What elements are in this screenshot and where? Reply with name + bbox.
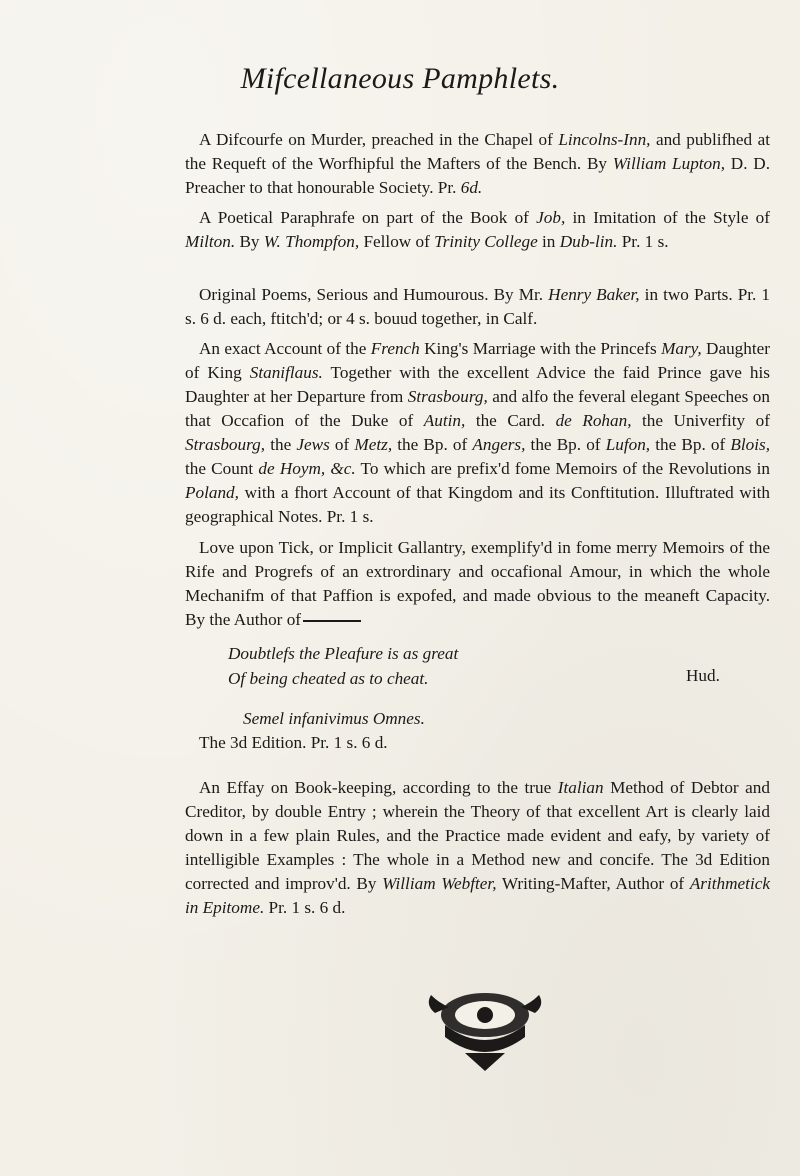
catalogue-entry-french-marriage <box>185 337 770 529</box>
italic-term: Jews <box>296 435 330 454</box>
college-name: Trinity College <box>434 232 538 251</box>
entry-text: in two Parts. Pr. 1 s. 6 d. each, ftitch'd; or 4 s. bouud together, in Calf. <box>185 285 770 328</box>
italic-term: Strasbourg, <box>185 435 266 454</box>
italic-term: Italian <box>557 778 604 797</box>
catalogue-entry-original-poems <box>185 283 770 331</box>
italic-term: Angers, <box>472 435 526 454</box>
entry-text: An Effay on Book-keeping, according to the true <box>199 778 558 797</box>
entry-text: the Univerfity of <box>631 411 770 430</box>
entry-text: in <box>537 232 560 251</box>
entry-text: and alfo the feveral elegant Speeches on that Occafion of the Duke of <box>185 387 770 430</box>
author-name: W. Thompfon, <box>263 232 360 251</box>
verse-line-2: Of being cheated as to cheat. <box>228 669 429 688</box>
verse-line-1: Doubtlefs the Pleafure is as great <box>228 644 459 663</box>
author-name: Henry Baker, <box>548 285 640 304</box>
entry-text: King's Marriage with the Princefs <box>419 339 662 358</box>
catalogue-entry-murder-discourse <box>185 128 770 200</box>
italic-term: Strasbourg, <box>407 387 488 406</box>
catalogue-entry-love-upon-tick <box>185 536 770 632</box>
italic-term: Metz, <box>354 435 393 454</box>
price: Pr. 1 s. 6 d. <box>264 898 346 917</box>
book-name: Job, <box>536 208 566 227</box>
entry-text: the Bp. of <box>525 435 606 454</box>
author-name: William Lupton, <box>612 154 726 173</box>
catalogue-entry-job-paraphrase <box>185 206 770 254</box>
entry-text: A Difcourfe on Murder, preached in the Chapel of <box>199 130 559 149</box>
entry-text: By <box>235 232 264 251</box>
entry-text: of <box>329 435 355 454</box>
entry-text: Daughter of King <box>185 339 770 382</box>
entry-text: the Card. <box>465 411 556 430</box>
edition-price: The 3d Edition. Pr. 1 s. 6 d. <box>199 733 388 752</box>
page-heading: Mifcellaneous Pamphlets. <box>240 62 560 95</box>
entry-text: A Poetical Paraphrafe on part of the Book of <box>199 208 537 227</box>
entry-text: the Count <box>185 459 259 478</box>
italic-term: Staniflaus. <box>249 363 323 382</box>
entry-text: Together with the excellent Advice the faid Prince gave his Daughter at her Departure from <box>185 363 770 406</box>
entry-text: with a fhort Account of that Kingdom and its Conftitution. Illuftrated with geographical Notes. Pr. 1 s. <box>185 483 770 526</box>
entry-text: Fellow of <box>359 232 435 251</box>
place-name: Lincolns-Inn, <box>558 130 651 149</box>
price: Pr. 1 s. <box>617 232 669 251</box>
entry-text: Method of Debtor and Creditor, by double Entry ; wherein the Theory of that excellent Art is clearly laid down in a few plain Rules, and the Practice made evident and eafy, by variety of intelligible Examples : The whole in a Method new and concife. The 3d Edition corrected and improv'd. By <box>185 778 770 893</box>
entry-text: D. D. Preacher to that honourable Society. Pr. <box>185 154 770 197</box>
entry-text: the Bp. of <box>650 435 731 454</box>
italic-term: de Hoym, &c. <box>258 459 356 478</box>
italic-term: Autin, <box>423 411 466 430</box>
italic-term: Blois, <box>730 435 771 454</box>
entry-text: and publifhed at the Requeft of the Worfhipful the Mafters of the Bench. By <box>185 130 771 173</box>
entry-text: in Imitation of the Style of <box>565 208 771 227</box>
entry-text: Original Poems, Serious and Humourous. By Mr. <box>199 285 549 304</box>
author-name: William Webfter, <box>382 874 497 893</box>
verse-attribution: Hud. <box>686 666 720 685</box>
italic-term: French <box>370 339 420 358</box>
entry-text: the <box>265 435 297 454</box>
catalogue-entry-book-keeping <box>185 776 770 920</box>
italic-term: de Rohan, <box>555 411 632 430</box>
italic-term: Mary, <box>661 339 702 358</box>
italic-term: Poland, <box>185 483 239 502</box>
entry-text: To which are prefix'd fome Memoirs of the Revolutions in <box>355 459 770 478</box>
italic-term: Lufon, <box>605 435 651 454</box>
entry-text: Love upon Tick, or Implicit Gallantry, exemplify'd in fome merry Memoirs of the Rife and Progrefs of an extrordinary and occafional Amour, in which the whole Mechanifm of that Paffion is expofed, and made obvious to the meaneft Capacity. By the Author of <box>185 538 770 629</box>
city-name: Dub-lin. <box>559 232 618 251</box>
dash-rule <box>303 620 361 622</box>
entry-text: Writing-Mafter, Author of <box>496 874 690 893</box>
fleuron-ornament-icon <box>425 985 545 1073</box>
latin-motto: Semel infanivimus Omnes. <box>243 709 425 728</box>
price: 6d. <box>460 178 483 197</box>
model-author: Milton. <box>185 232 236 251</box>
entry-text: the Bp. of <box>392 435 473 454</box>
work-title: Arithmetick in Epitome. <box>185 874 770 917</box>
entry-text: An exact Account of the <box>199 339 371 358</box>
